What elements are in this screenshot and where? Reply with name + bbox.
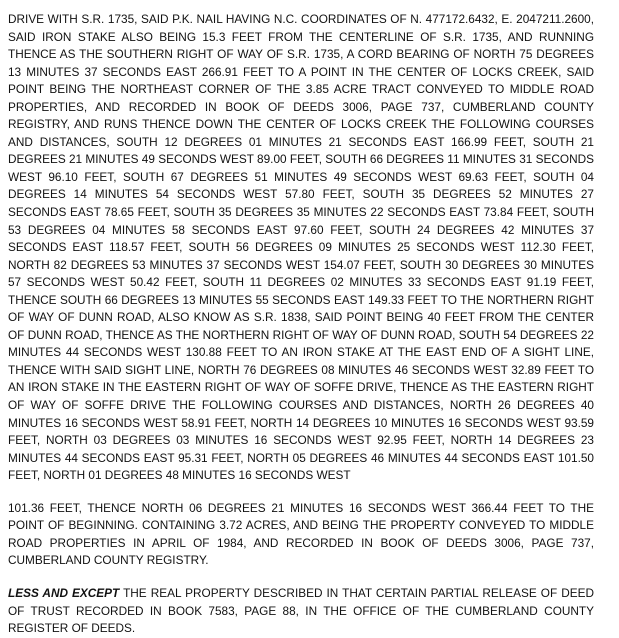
exception-text: THE REAL PROPERTY DESCRIBED IN THAT CERTAIN PARTIAL RELEASE OF DEED OF TRUST RECORDED IN BOOK 7583, PAGE 88, IN THE OFFICE OF THE CUMBERLAND COUNTY REGISTER OF DEEDS. xyxy=(8,585,594,636)
exception-paragraph xyxy=(8,585,594,638)
legal-description-document xyxy=(8,11,594,638)
less-and-except-heading: LESS AND EXCEPT xyxy=(8,585,120,600)
closing-description-paragraph xyxy=(8,500,594,570)
closing-description-text: 101.36 FEET, THENCE NORTH 06 DEGREES 21 MINUTES 16 SECONDS WEST 366.44 FEET TO THE POINT OF BEGINNING. CONTAINING 3.72 ACRES, AND BEING THE PROPERTY CONVEYED TO MIDDLE ROAD PROPERTIES IN APRIL OF 1984, AND RECORDED IN BOOK OF DEEDS 3006, PAGE 737, CUMBERLAND COUNTY REGISTRY. xyxy=(8,500,594,568)
property-description-text: DRIVE WITH S.R. 1735, SAID P.K. NAIL HAVING N.C. COORDINATES OF N. 477172.6432, E. 2047211.2600, SAID IRON STAKE ALSO BEING 15.3 FEET FROM THE CENTERLINE OF S.R. 1735, AND RUNNING THENCE AS THE SOUTHERN RIGHT OF WAY OF S.R. 1735, A CORD BEARING OF NORTH 75 DEGREES 13 MINUTES 37 SECONDS EAST 266.91 FEET TO A POINT IN THE CENTER OF LOCKS CREEK, SAID POINT BEING THE NORTHEAST CORNER OF THE 3.85 ACRE TRACT CONVEYED TO MIDDLE ROAD PROPERTIES, AND RECORDED IN BOOK OF DEEDS 3006, PAGE 737, CUMBERLAND COUNTY REGISTRY, AND RUNS THENCE DOWN THE CENTER OF LOCKS CREEK THE FOLLOWING COURSES AND DISTANCES, SOUTH 12 DEGREES 01 MINUTES 21 SECONDS EAST 166.99 FEET, SOUTH 21 DEGREES 21 MINUTES 49 SECONDS WEST 89.00 FEET, SOUTH 66 DEGREES 11 MINUTES 31 SECONDS WEST 96.10 FEET, SOUTH 67 DEGREES 51 MINUTES 49 SECONDS WEST 69.63 FEET, SOUTH 04 DEGREES 14 MINUTES 54 SECONDS WEST 57.80 FEET, SOUTH 35 DEGREES 52 MINUTES 27 SECONDS EAST 78.65 FEET, SOUTH 35 DEGREES 35 MINUTES 22 SECONDS EAST 73.84 FEET, SOUTH 53 DEGREES 04 MINUTES 58 SECONDS EAST 97.60 FEET, SOUTH 24 DEGREES 42 MINUTES 37 SECONDS EAST 118.57 FEET, SOUTH 56 DEGREES 09 MINUTES 25 SECONDS WEST 112.30 FEET, NORTH 82 DEGREES 53 MINUTES 37 SECONDS WEST 154.07 FEET, SOUTH 30 DEGREES 30 MINUTES 57 SECONDS WEST 50.42 FEET, SOUTH 11 DEGREES 02 MINUTES 33 SECONDS EAST 91.19 FEET, THENCE SOUTH 66 DEGREES 13 MINUTES 55 SECONDS EAST 149.33 FEET TO THE NORTHERN RIGHT OF WAY OF DUNN ROAD, ALSO KNOW AS S.R. 1838, SAID POINT BEING 40 FEET FROM THE CENTER OF DUNN ROAD, THENCE AS THE NORTHERN RIGHT OF WAY OF DUNN ROAD, SOUTH 54 DEGREES 22 MINUTES 44 SECONDS WEST 130.88 FEET TO AN IRON STAKE AT THE EAST END OF A SIGHT LINE, THENCE WITH SAID SIGHT LINE, NORTH 76 DEGREES 08 MINUTES 46 SECONDS WEST 32.89 FEET TO AN IRON STAKE IN THE EASTERN RIGHT OF WAY OF SOFFE DRIVE, THENCE AS THE EASTERN RIGHT OF WAY OF SOFFE DRIVE THE FOLLOWING COURSES AND DISTANCES, NORTH 26 DEGREES 40 MINUTES 16 SECONDS WEST 58.91 FEET, NORTH 14 DEGREES 10 MINUTES 16 SECONDS WEST 93.59 FEET, NORTH 03 DEGREES 03 MINUTES 16 SECONDS WEST 92.95 FEET, NORTH 14 DEGREES 23 MINUTES 44 SECONDS EAST 95.31 FEET, NORTH 05 DEGREES 46 MINUTES 44 SECONDS EAST 101.50 FEET, NORTH 01 DEGREES 48 MINUTES 16 SECONDS WEST xyxy=(8,12,594,483)
property-description-paragraph xyxy=(8,11,594,485)
